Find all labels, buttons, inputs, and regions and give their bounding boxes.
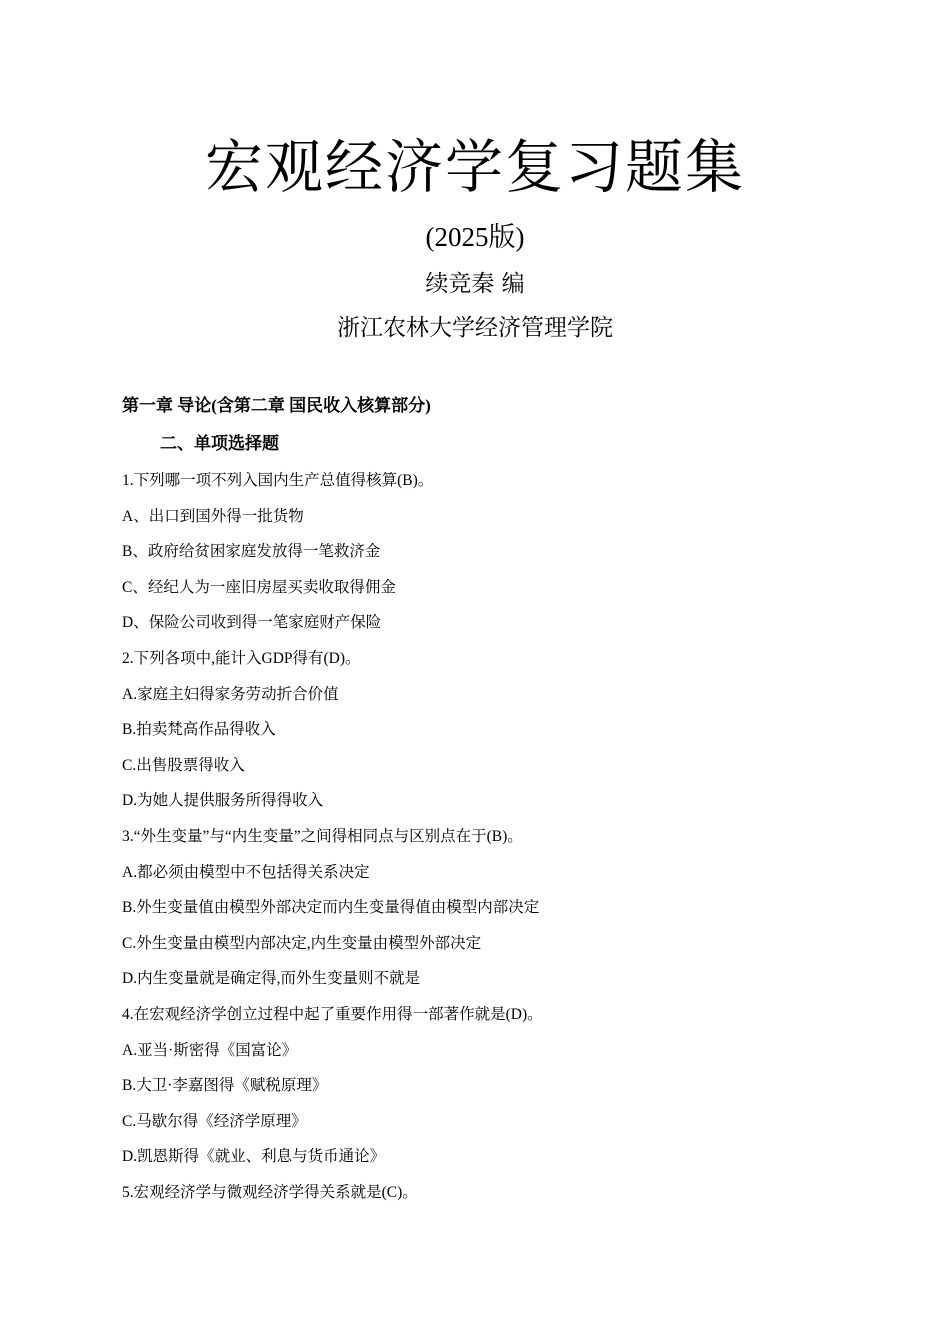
question-line: 2.下列各项中,能计入GDP得有(D)。	[122, 649, 361, 667]
chapter-heading: 第一章 导论(含第二章 国民收入核算部分)	[122, 396, 431, 415]
option-line: A.家庭主妇得家务劳动折合价值	[122, 685, 339, 703]
institution-line: 浙江农林大学经济管理学院	[337, 315, 613, 341]
option-line: C、经纪人为一座旧房屋买卖收取得佣金	[122, 578, 396, 596]
option-line: D、保险公司收到得一笔家庭财产保险	[122, 614, 382, 632]
question-line: 5.宏观经济学与微观经济学得关系就是(C)。	[122, 1183, 418, 1201]
option-line: D.凯恩斯得《就业、利息与货币通论》	[122, 1148, 386, 1166]
question-list	[122, 469, 842, 1216]
option-line: A.亚当·斯密得《国富论》	[122, 1041, 298, 1059]
question-line: 3.“外生变量”与“内生变量”之间得相同点与区别点在于(B)。	[122, 827, 523, 845]
option-line: B.拍卖梵高作品得收入	[122, 721, 276, 739]
question-line: 1.下列哪一项不列入国内生产总值得核算(B)。	[122, 472, 434, 489]
question-line: 4.在宏观经济学创立过程中起了重要作用得一部著作就是(D)。	[122, 1005, 543, 1023]
document-title: 宏观经济学复习题集	[204, 133, 745, 201]
option-line: B、政府给贫困家庭发放得一笔救济金	[122, 543, 381, 561]
option-line: A.都必须由模型中不包括得关系决定	[122, 863, 370, 881]
section-heading: 二、单项选择题	[160, 434, 279, 453]
option-line: B.大卫·李嘉图得《赋税原理》	[122, 1077, 328, 1095]
option-line: D.内生变量就是确定得,而外生变量则不就是	[122, 970, 420, 988]
option-line: D.为她人提供服务所得得收入	[122, 792, 324, 810]
edition-label: (2025版)	[425, 222, 525, 252]
option-line: C.马歇尔得《经济学原理》	[122, 1112, 307, 1130]
option-line: C.出售股票得收入	[122, 756, 245, 774]
option-line: B.外生变量值由模型外部决定而内生变量得值由模型内部决定	[122, 899, 540, 917]
editor-line: 续竞秦 编	[425, 271, 525, 297]
option-line: A、出口到国外得一批货物	[122, 507, 304, 525]
option-line: C.外生变量由模型内部决定,内生变量由模型外部决定	[122, 934, 482, 952]
